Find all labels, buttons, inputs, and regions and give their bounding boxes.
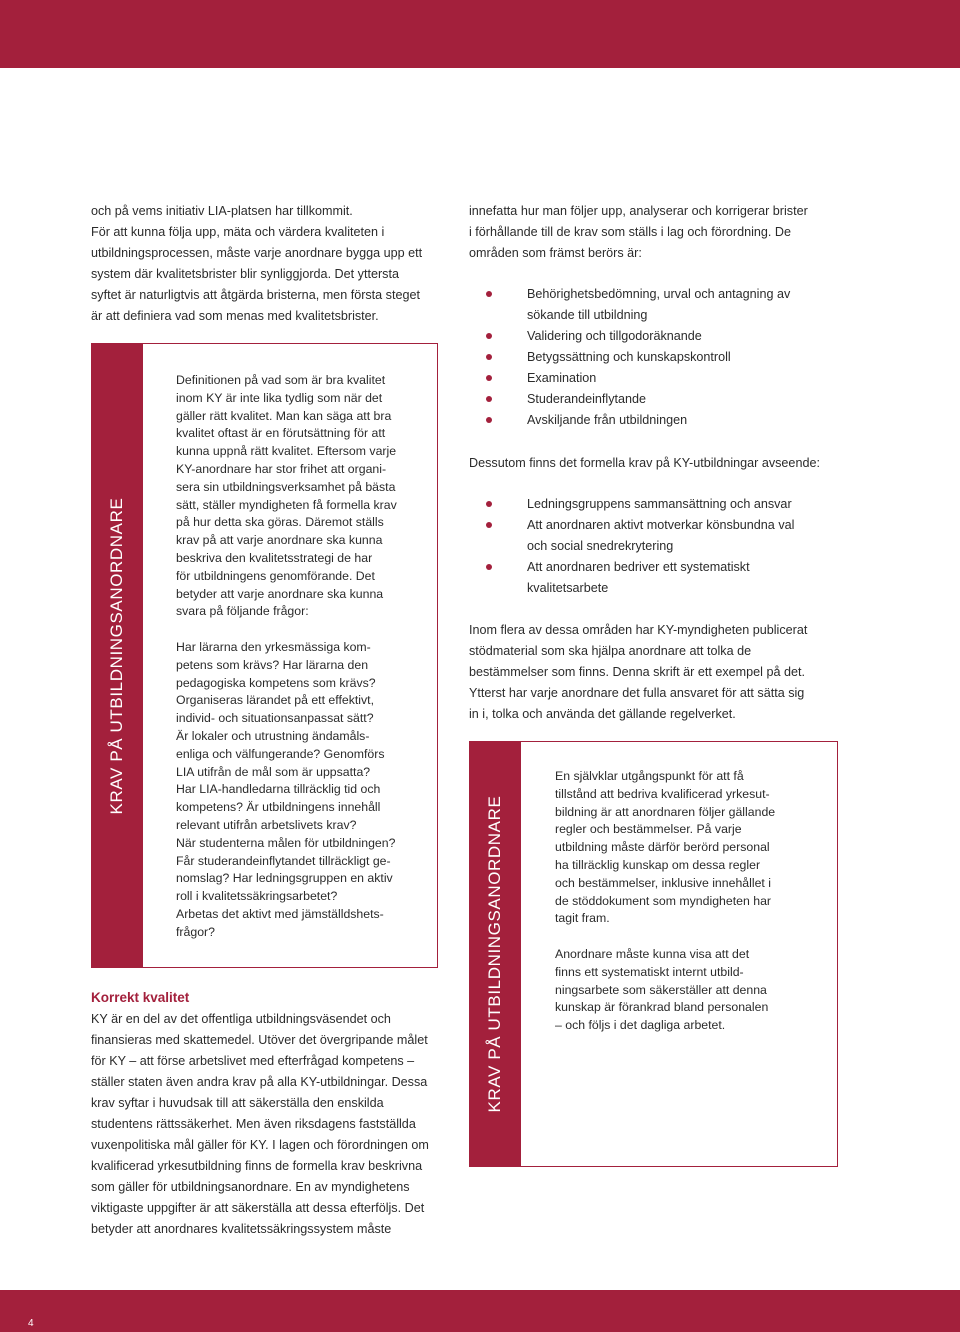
bullet-dot-icon xyxy=(486,522,492,528)
bullet-text: Att anordnaren aktivt motverkar könsbundna val xyxy=(527,518,795,532)
text-line: inom KY är inte lika tydlig som när det xyxy=(176,390,383,405)
text-line: KY är en del av det offentliga utbildningsväsendet och xyxy=(91,1012,391,1026)
text-line: ningsarbete som säkerställer att denna xyxy=(555,982,767,997)
text-line: utbildning måste därför berörd personal xyxy=(555,840,770,855)
requirements-box-left xyxy=(91,343,438,968)
header-band xyxy=(0,0,960,68)
text-line: För att kunna följa upp, mäta och värdera kvaliteten i xyxy=(91,225,385,239)
text-line: studentens rättssäkerhet. Men även riksdagens fastställda xyxy=(91,1117,416,1131)
bullet-text: sökande till utbildning xyxy=(527,308,648,322)
text-line: – och följs i det dagliga arbetet. xyxy=(555,1018,726,1033)
box-tab xyxy=(469,741,521,1167)
requirements-box-right xyxy=(469,741,838,1167)
right-intro-paragraph xyxy=(469,201,808,264)
box-tab-label: KRAV PÅ UTBILDNINGSANORDNARE xyxy=(485,795,504,1113)
text-line: individ- och situationsanpassat sätt? xyxy=(176,711,374,726)
left-intro-paragraph xyxy=(91,201,422,327)
text-line: och bestämmelser, inklusive innehållet i xyxy=(555,875,771,890)
text-line: bestämmelser som finns. Denna skrift är ett exempel på det. xyxy=(469,665,805,679)
text-line: Får studerandeinflytandet tillräckligt ge- xyxy=(176,853,391,868)
text-line: enliga och välfungerande? Genomförs xyxy=(176,746,385,761)
text-line: KY-anordnare har stor frihet att organi- xyxy=(176,461,387,476)
bullet-list-areas xyxy=(486,284,790,431)
text-line: roll i kvalitetssäkringsarbetet? xyxy=(176,889,338,904)
left-body-paragraph xyxy=(91,1009,429,1240)
text-line: beskriva den kvalitetsstrategi de har xyxy=(176,550,373,565)
text-line: Ytterst har varje anordnare det fulla ansvaret för att sätta sig xyxy=(469,686,805,700)
text-line: En självklar utgångspunkt för att få xyxy=(555,769,744,783)
bullet-dot-icon xyxy=(486,501,492,507)
text-line: vuxenpolitiska mål gäller för KY. I lagen och förordningen om xyxy=(91,1138,429,1152)
text-line: är att definiera vad som menas med kvalitetsbrister. xyxy=(91,309,379,323)
paragraph-gap xyxy=(176,621,397,639)
text-line: Inom flera av dessa områden har KY-myndigheten publicerat xyxy=(469,623,808,637)
text-line: kunna uppnå rätt kvalitet. Eftersom varje xyxy=(176,444,397,459)
bullet-list-formal xyxy=(486,494,794,599)
bullet-text: kvalitetsarbete xyxy=(527,581,609,595)
page-number: 4 xyxy=(28,1318,34,1329)
text-line: och på vems initiativ LIA-platsen har tillkommit. xyxy=(91,204,353,218)
text-line: kvalitet oftast är en förutsättning för att xyxy=(176,426,386,441)
text-line: finansieras med skattemedel. Utöver det övergripande målet xyxy=(91,1033,428,1047)
bullet-item xyxy=(486,368,790,389)
text-line: Är lokaler och utrustning ändamåls- xyxy=(176,728,370,743)
text-line: för utbildningens genomförande. Det xyxy=(176,568,375,583)
bullet-dot-icon xyxy=(486,375,492,381)
bullet-text: och social snedrekrytering xyxy=(527,539,674,553)
bullet-item xyxy=(486,284,790,326)
text-line: betyder att anordnares kvalitetssäkringssystem måste xyxy=(91,1222,392,1236)
text-line: in i, tolka och använda det gällande regelverket. xyxy=(469,707,736,721)
text-line: petens som krävs? Har lärarna den xyxy=(176,657,369,672)
text-line: de stöddokument som myndigheten har xyxy=(555,893,772,908)
bullet-text: Examination xyxy=(527,371,597,385)
bullet-dot-icon xyxy=(486,564,492,570)
footer-band xyxy=(0,1290,960,1332)
bullet-dot-icon xyxy=(486,291,492,297)
bullet-item xyxy=(486,557,794,599)
text-line: för KY – att förse arbetslivet med efterfrågad kompetens – xyxy=(91,1054,415,1068)
text-line: När studenterna målen för utbildningen? xyxy=(176,835,396,850)
bullet-item xyxy=(486,494,794,515)
text-line: system där kvalitetsbrister blir synliggjorda. Det yttersta xyxy=(91,267,399,281)
text-line: finns ett systematiskt internt utbild- xyxy=(555,964,744,979)
text-line: relevant utifrån arbetslivets krav? xyxy=(176,817,357,832)
text-line: på hur detta ska göras. Däremot ställs xyxy=(176,515,384,530)
text-line: kompetens? Är utbildningens innehåll xyxy=(176,800,381,815)
text-line: tillstånd att bedriva kvalificerad yrkesut- xyxy=(555,786,770,801)
text-line: Dessutom finns det formella krav på KY-utbildningar avseende: xyxy=(469,456,820,470)
paragraph-gap xyxy=(555,928,775,946)
text-line: ha tillräcklig kunskap om dessa regler xyxy=(555,857,761,872)
bullet-item xyxy=(486,389,790,410)
text-line: viktigaste uppgifter är att säkerställa att dessa efterföljs. Det xyxy=(91,1201,425,1215)
bullet-item xyxy=(486,347,790,368)
bullet-dot-icon xyxy=(486,333,492,339)
text-line: kunskap är förankrad bland personalen xyxy=(555,1000,769,1015)
text-line: nomslag? Har ledningsgruppen en aktiv xyxy=(176,871,393,886)
text-line: kvalificerad yrkesutbildning finns de formella krav beskrivna xyxy=(91,1159,423,1173)
text-line: LIA utifrån de mål som är uppsatta? xyxy=(176,764,371,779)
text-line: som gäller för utbildningsanordnare. En av myndighetens xyxy=(91,1180,410,1194)
box-body-text xyxy=(176,372,397,942)
bullet-item xyxy=(486,410,790,431)
bullet-text: Behörighetsbedömning, urval och antagning av xyxy=(527,287,791,301)
right-mid-paragraph xyxy=(469,453,820,474)
text-line: Har LIA-handledarna tillräcklig tid och xyxy=(176,782,381,797)
box-body-text xyxy=(555,768,775,1035)
text-line: pedagogiska kompetens som krävs? xyxy=(176,675,376,690)
text-line: i förhållande till de krav som ställs i lag och förordning. De xyxy=(469,225,791,239)
bullet-text: Betygssättning och kunskapskontroll xyxy=(527,350,731,364)
text-line: bildning är att anordnaren följer gällande xyxy=(555,804,776,819)
text-line: Anordnare måste kunna visa att det xyxy=(555,946,750,961)
text-line: syftet är naturligtvis att åtgärda bristerna, men första steget xyxy=(91,288,420,302)
text-line: regler och bestämmelser. På varje xyxy=(555,822,742,837)
bullet-text: Att anordnaren bedriver ett systematiskt xyxy=(527,560,750,574)
text-line: innefatta hur man följer upp, analyserar och korrigerar brister xyxy=(469,204,808,218)
section-heading: Korrekt kvalitet xyxy=(91,990,190,1005)
text-line: områden som främst berörs är: xyxy=(469,246,642,260)
text-line: svara på följande frågor: xyxy=(176,604,309,619)
text-line: ställer staten även andra krav på alla KY-utbildningar. Dessa xyxy=(91,1075,428,1089)
text-line: krav syftar i huvudsak till att säkerställa den enskilda xyxy=(91,1096,384,1110)
bullet-dot-icon xyxy=(486,396,492,402)
bullet-text: Ledningsgruppens sammansättning och ansvar xyxy=(527,497,792,511)
text-line: Har lärarna den yrkesmässiga kom- xyxy=(176,639,371,654)
bullet-text: Studerandeinflytande xyxy=(527,392,647,406)
text-line: Arbetas det aktivt med jämställdshets- xyxy=(176,906,384,921)
box-tab xyxy=(91,343,143,968)
text-line: gäller rätt kvalitet. Man kan säga att bra xyxy=(176,408,392,423)
box-tab-label: KRAV PÅ UTBILDNINGSANORDNARE xyxy=(107,497,126,814)
bullet-text: Validering och tillgodoräknande xyxy=(527,329,702,343)
bullet-item xyxy=(486,326,790,347)
text-line: stödmaterial som ska hjälpa anordnare att tolka de xyxy=(469,644,752,658)
text-line: Definitionen på vad som är bra kvalitet xyxy=(176,373,386,387)
bullet-text: Avskiljande från utbildningen xyxy=(527,413,688,427)
text-line: sera sin utbildningsverksamhet på bästa xyxy=(176,479,396,494)
right-body-paragraph xyxy=(469,620,807,725)
text-line: betyder att varje anordnare ska kunna xyxy=(176,586,384,601)
text-line: frågor? xyxy=(176,924,215,939)
text-line: Organiseras lärandet på ett effektivt, xyxy=(176,693,374,708)
bullet-dot-icon xyxy=(486,417,492,423)
text-line: utbildningsprocessen, måste varje anordnare bygga upp ett xyxy=(91,246,423,260)
text-line: tagit fram. xyxy=(555,911,610,926)
text-line: sätt, ställer myndigheten få formella krav xyxy=(176,497,397,512)
bullet-dot-icon xyxy=(486,354,492,360)
text-line: krav på att varje anordnare ska kunna xyxy=(176,533,383,548)
bullet-item xyxy=(486,515,794,557)
